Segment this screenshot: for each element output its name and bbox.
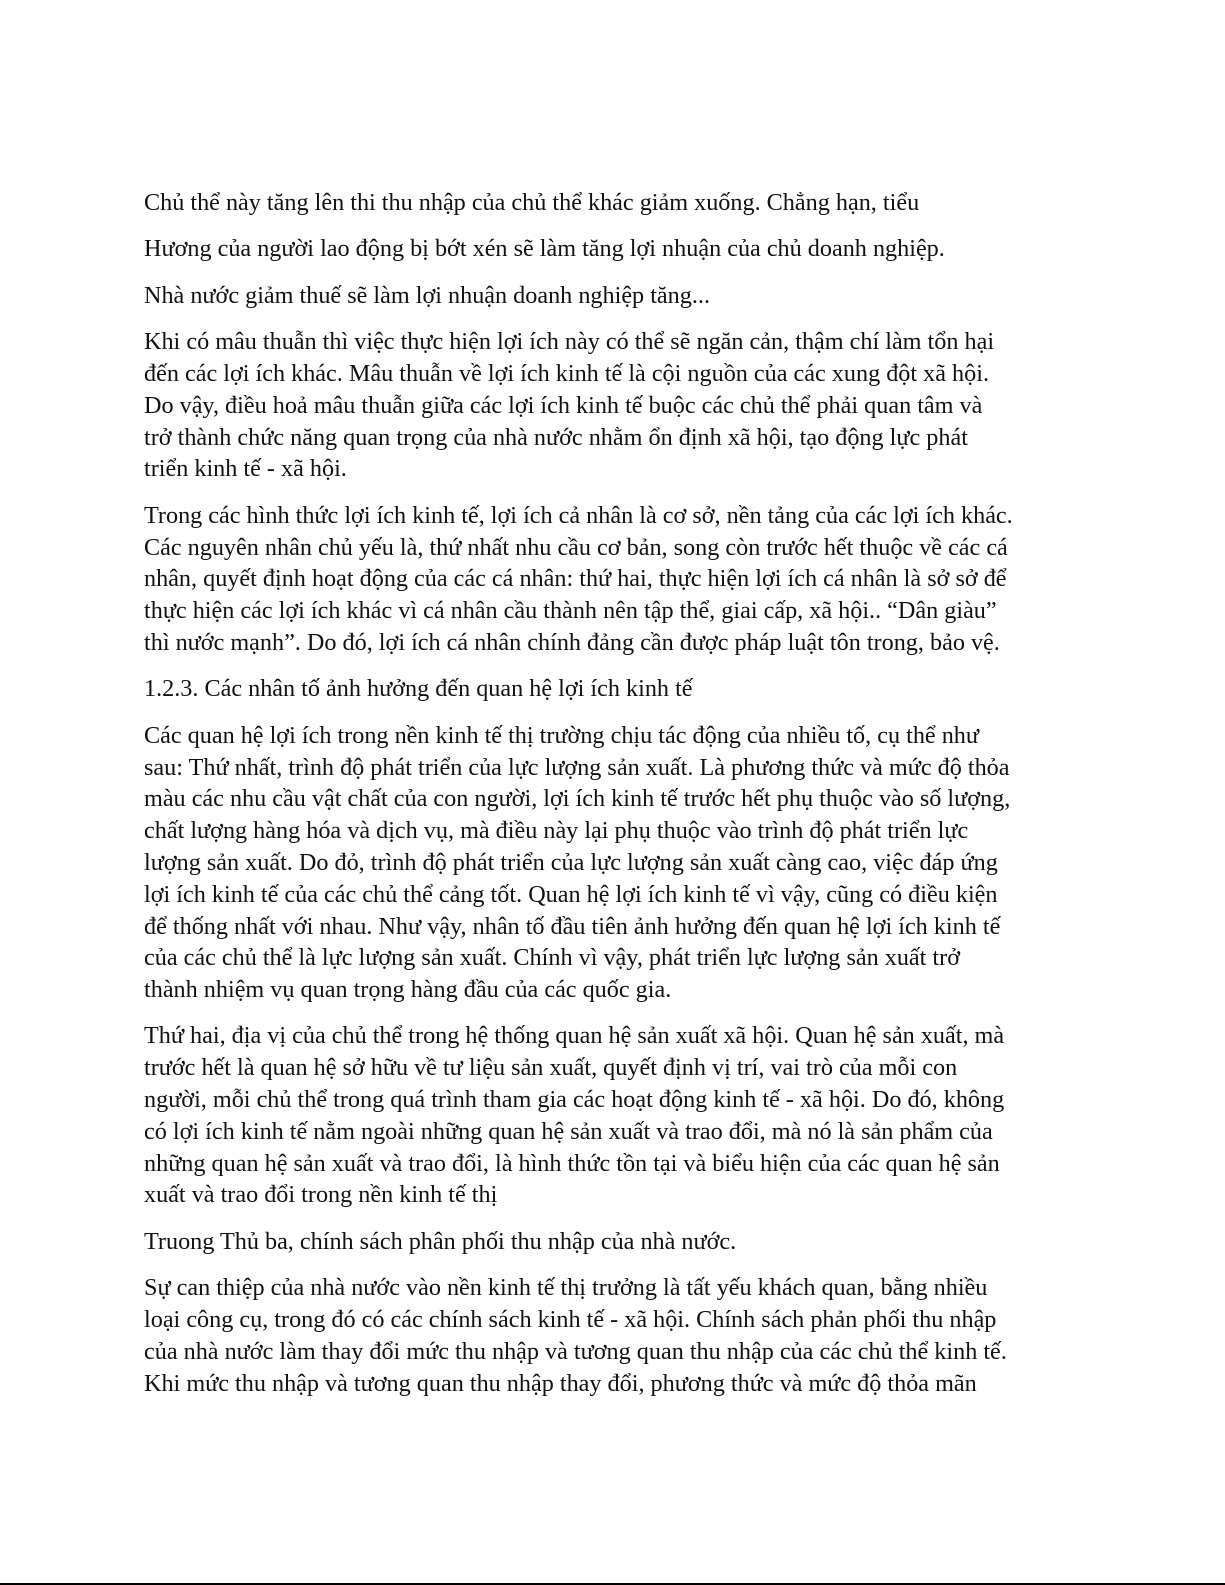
text-line: có lợi ích kinh tế nằm ngoài những quan hệ sản xuất và trao đổi, mà nó là sản phẩm của	[144, 1117, 993, 1145]
paragraph-5	[144, 500, 1089, 659]
text-line: thì nước mạnh”. Do đó, lợi ích cá nhân chính đảng cần được pháp luật tôn trong, bảo vệ.	[144, 628, 1000, 656]
text-line: người, mỗi chủ thể trong quá trình tham gia các hoạt động kinh tế - xã hội. Do đó, không	[144, 1086, 1005, 1114]
text-line: chất lượng hàng hóa và dịch vụ, mà điều này lại phụ thuộc vào trình độ phát triển lực	[144, 817, 969, 845]
text-line: Sự can thiệp của nhà nước vào nền kinh tế thị trưởng là tất yếu khách quan, bằng nhiều	[144, 1274, 988, 1302]
paragraph-7	[144, 720, 1089, 1006]
paragraph-10	[144, 1272, 1089, 1399]
text-line: thành nhiệm vụ quan trọng hàng đầu của các quốc gia.	[144, 976, 672, 1004]
text-line: sau: Thứ nhất, trình độ phát triển của lực lượng sản xuất. Là phương thức và mức độ thỏa	[144, 753, 1010, 781]
text-line: nhân, quyết định hoạt động của các cá nhân: thứ hai, thực hiện lợi ích cá nhân là sở sở để	[144, 565, 1007, 593]
paragraph-2	[144, 233, 1089, 265]
text-line: lợi ích kinh tế của các chủ thể cảng tốt. Quan hệ lợi ích kinh tế vì vậy, cũng có điều kiện	[144, 880, 998, 908]
paragraph-3	[144, 280, 1089, 312]
section-heading	[144, 673, 1089, 705]
text-line: của nhà nước làm thay đổi mức thu nhập và tương quan thu nhập của các chủ thể kinh tế.	[144, 1337, 1007, 1365]
text-line: để thống nhất với nhau. Như vậy, nhân tố đầu tiên ảnh hưởng đến quan hệ lợi ích kinh tế	[144, 912, 1001, 940]
text-line: Hương của người lao động bị bớt xén sẽ làm tăng lợi nhuận của chủ doanh nghiệp.	[144, 235, 945, 263]
text-line: thực hiện các lợi ích khác vì cá nhân cầu thành nên tập thể, giai cấp, xã hội.. “Dân giàu”	[144, 597, 997, 625]
text-line: xuất và trao đổi trong nền kinh tế thị	[144, 1181, 498, 1209]
heading-text: 1.2.3. Các nhân tố ảnh hưởng đến quan hệ lợi ích kinh tế	[144, 675, 693, 703]
text-line: Nhà nước giảm thuế sẽ làm lợi nhuận doanh nghiệp tăng...	[144, 281, 710, 309]
document-page	[144, 187, 1089, 1414]
paragraph-9	[144, 1226, 1089, 1258]
text-line: Các nguyên nhân chủ yếu là, thứ nhất nhu cầu cơ bản, song còn trước hết thuộc về các cá	[144, 533, 1008, 561]
paragraph-4	[144, 326, 1089, 485]
text-line: Truong Thủ ba, chính sách phân phối thu nhập của nhà nước.	[144, 1227, 737, 1255]
text-line: triển kinh tế - xã hội.	[144, 455, 347, 483]
text-line: Khi mức thu nhập và tương quan thu nhập thay đổi, phương thức và mức độ thỏa mãn	[144, 1369, 977, 1397]
text-line: đến các lợi ích khác. Mâu thuẫn về lợi ích kinh tế là cội nguồn của các xung đột xã hội.	[144, 359, 990, 387]
text-line: trước hết là quan hệ sở hữu về tư liệu sản xuất, quyết định vị trí, vai trò của mỗi con	[144, 1054, 958, 1082]
paragraph-1	[144, 187, 1089, 219]
text-line: trở thành chức năng quan trọng của nhà nước nhằm ổn định xã hội, tạo động lực phát	[144, 423, 968, 451]
text-line: Trong các hình thức lợi ích kinh tế, lợi ích cả nhân là cơ sở, nền tảng của các lợi ích khác.	[144, 501, 1013, 529]
text-line: màu các nhu cầu vật chất của con người, lợi ích kinh tế trước hết phụ thuộc vào số lượng,	[144, 785, 1011, 813]
text-line: của các chủ thể là lực lượng sản xuất. Chính vì vậy, phát triển lực lượng sản xuất trở	[144, 944, 960, 972]
text-line: loại công cụ, trong đó có các chính sách kinh tế - xã hội. Chính sách phản phối thu nhập	[144, 1306, 997, 1334]
paragraph-8	[144, 1020, 1089, 1211]
text-line: Các quan hệ lợi ích trong nền kinh tế thị trường chịu tác động của nhiều tố, cụ thể như	[144, 721, 980, 749]
text-line: Do vậy, điều hoả mâu thuẫn giữa các lợi ích kinh tế buộc các chủ thể phải quan tâm và	[144, 391, 983, 419]
text-line: Thứ hai, địa vị của chủ thể trong hệ thống quan hệ sản xuất xã hội. Quan hệ sản xuất, mà	[144, 1022, 1005, 1050]
text-line: lượng sản xuất. Do đỏ, trình độ phát triển của lực lượng sản xuất càng cao, việc đáp ứng	[144, 848, 998, 876]
text-line: những quan hệ sản xuất và trao đổi, là hình thức tồn tại và biểu hiện của các quan hệ sản	[144, 1149, 1000, 1177]
text-line: Chủ thể này tăng lên thi thu nhập của chủ thể khác giảm xuống. Chẳng hạn, tiểu	[144, 189, 920, 216]
text-line: Khi có mâu thuẫn thì việc thực hiện lợi ích này có thể sẽ ngăn cản, thậm chí làm tổn hại	[144, 328, 995, 356]
